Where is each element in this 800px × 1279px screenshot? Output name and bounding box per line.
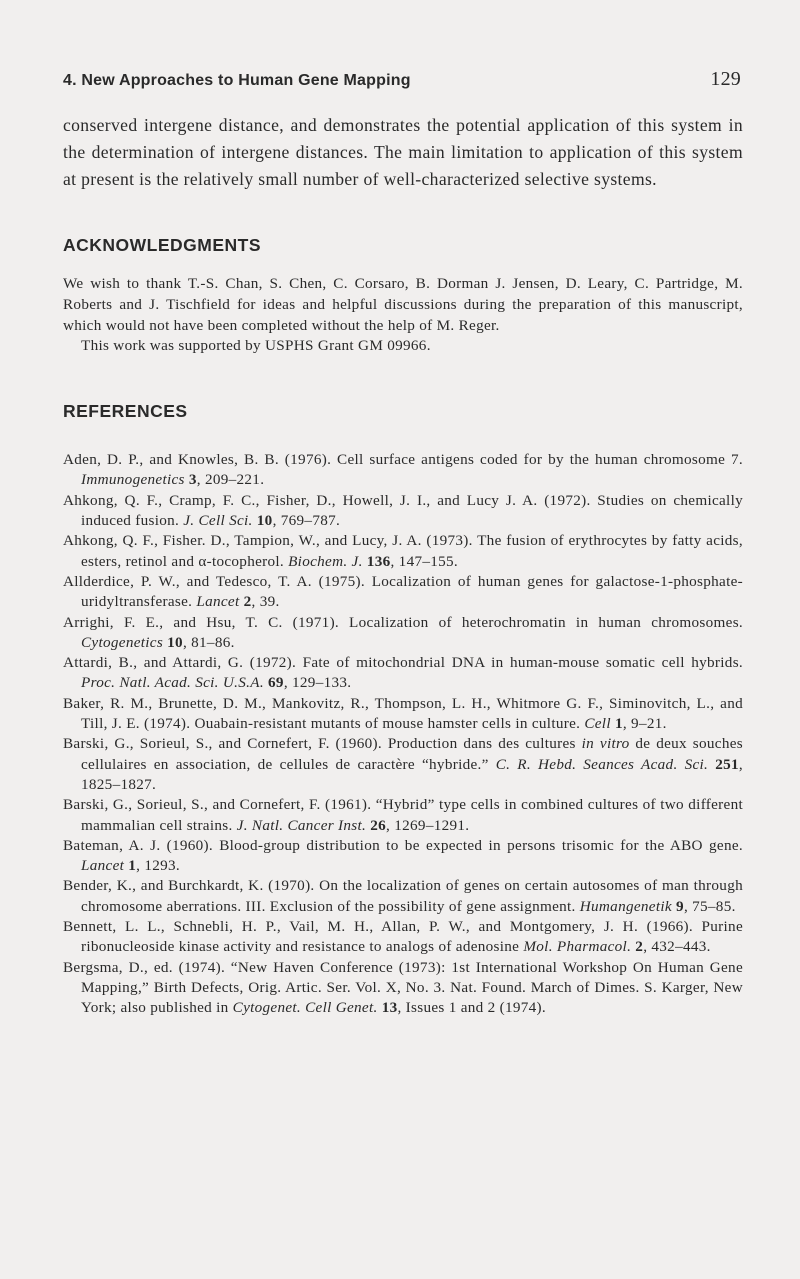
reference-pages: , 147–155. (390, 552, 459, 570)
reference-entry (63, 876, 743, 917)
reference-pages: , 9–21. (622, 715, 667, 733)
reference-volume: 26 (370, 816, 387, 834)
reference-journal: Cytogenet. Cell Genet. (232, 999, 378, 1017)
reference-entry (63, 531, 743, 572)
reference-volume: 2 (243, 593, 252, 611)
reference-entry (63, 958, 743, 1019)
reference-pages: , 1269–1291. (386, 816, 470, 834)
reference-journal: Humangenetik (579, 897, 672, 915)
reference-pages: , 769–787. (272, 512, 341, 530)
reference-entry (63, 836, 743, 877)
reference-entry (63, 734, 743, 795)
reference-volume: 1 (614, 715, 623, 733)
reference-text: Aden, D. P., and Knowles, B. B. (1976). Cell surface antigens coded for by the human chromosome 7. (63, 451, 743, 469)
reference-journal: J. Cell Sci. (183, 512, 253, 530)
acknowledgments-paragraph: We wish to thank T.-S. Chan, S. Chen, C. Corsaro, B. Dorman J. Jensen, D. Leary, C. Partridge, M. Roberts and J. Tischfield for ideas and helpful discussions during the preparation of this manuscript, which would not have been completed without the help of M. Reger. (63, 275, 743, 334)
reference-entry (63, 572, 743, 613)
reference-entry (63, 491, 743, 532)
reference-text: Allderdice, P. W., and Tedesco, T. A. (1975). Localization of human genes for galactose-1-phosphate-uridyltransferase. (63, 572, 743, 611)
document-page (63, 68, 743, 1019)
reference-volume: 251 (715, 755, 739, 773)
reference-journal: Immunogenetics (81, 471, 185, 489)
reference-volume: 13 (381, 999, 398, 1017)
reference-text: Bennett, L. L., Schnebli, H. P., Vail, M. H., Allan, P. W., and Montgomery, J. H. (1966). Purine ribonucleoside kinase activity and resistance to analogs of adenosine (63, 918, 743, 956)
reference-italic-text: in vitro (581, 735, 630, 753)
reference-journal: Proc. Natl. Acad. Sci. U.S.A. (81, 674, 264, 692)
reference-text: Arrighi, F. E., and Hsu, T. C. (1971). Localization of heterochromatin in human chromosomes. (63, 613, 743, 631)
reference-text: Bateman, A. J. (1960). Blood-group distribution to be expected in persons trisomic for the ABO gene. (63, 836, 743, 854)
reference-volume: 3 (188, 471, 197, 489)
reference-volume: 136 (366, 552, 391, 570)
reference-pages: , 75–85. (683, 897, 736, 915)
reference-text: Barski, G., Sorieul, S., and Cornefert, F. (1960). Production dans des cultures (63, 735, 582, 753)
reference-pages: , 432–443. (643, 938, 711, 956)
reference-journal: Cytogenetics (81, 633, 164, 651)
reference-entry (63, 613, 743, 654)
reference-journal: Mol. Pharmacol. (523, 938, 632, 956)
reference-volume: 2 (635, 938, 644, 956)
reference-text: Ahkong, Q. F., Cramp, F. C., Fisher, D., Howell, J. I., and Lucy J. A. (1972). Studies on chemically induced fusion. (63, 491, 743, 530)
acknowledgments-section (63, 274, 743, 357)
references-list (63, 450, 743, 1018)
reference-journal: C. R. Hebd. Seances Acad. Sci. (495, 755, 709, 773)
acknowledgments-heading: ACKNOWLEDGMENTS (63, 235, 262, 255)
reference-entry (63, 694, 743, 735)
reference-volume: 1 (128, 857, 137, 875)
reference-entry (63, 450, 743, 491)
reference-pages: , 1293. (136, 857, 181, 875)
reference-journal: Lancet (81, 857, 125, 875)
reference-entry (63, 917, 743, 958)
reference-pages: , 39. (251, 593, 280, 611)
reference-volume: 9 (676, 897, 684, 915)
acknowledgments-paragraph: This work was supported by USPHS Grant GM 09966. (81, 337, 431, 355)
reference-journal: Biochem. J. (288, 552, 363, 570)
reference-entry (63, 795, 743, 836)
intro-paragraph: conserved intergene distance, and demonstrates the potential application of this system in the determination of intergene distances. The main limitation to application of this system at present is the relatively small number of well-characterized selective systems. (63, 115, 743, 189)
reference-text: Attardi, B., and Attardi, G. (1972). Fate of mitochondrial DNA in human-mouse somatic cell hybrids. (63, 654, 743, 672)
reference-pages: , 129–133. (283, 674, 352, 692)
reference-journal: J. Natl. Cancer Inst. (236, 816, 367, 834)
reference-text: de deux souches cellulaires en association, de cellules de caractère “hybride.” (81, 735, 743, 773)
reference-pages: , 1825–1827. (81, 755, 744, 793)
reference-volume: 69 (268, 674, 284, 692)
reference-volume: 10 (167, 633, 183, 651)
reference-pages: , Issues 1 and 2 (1974). (397, 999, 546, 1017)
reference-pages: , 81–86. (182, 633, 235, 651)
reference-text: Ahkong, Q. F., Fisher. D., Tampion, W., and Lucy, J. A. (1973). The fusion of erythrocytes by fatty acids, esters, retinol and α-tocopherol. (63, 532, 743, 570)
running-title: 4. New Approaches to Human Gene Mapping (63, 72, 411, 89)
reference-journal: Lancet (196, 593, 240, 611)
reference-text: Baker, R. M., Brunette, D. M., Mankovitz, R., Thompson, L. H., Whitmore G. F., Siminovitch, L., and Till, J. E. (1974). Ouabain-resistant mutants of mouse hamster cells in culture. (63, 694, 743, 733)
reference-volume: 10 (256, 512, 273, 530)
reference-entry (63, 653, 743, 694)
reference-text: Barski, G., Sorieul, S., and Cornefert, F. (1961). “Hybrid” type cells in combined cultures of two different mammalian cell strains. (63, 796, 743, 834)
running-header (63, 68, 743, 91)
reference-text: Bender, K., and Burchkardt, K. (1970). On the localization of genes on certain autosomes of man through chromosome aberrations. III. Exclusion of the possibility of gene assignment. (63, 877, 743, 915)
reference-text: Bergsma, D., ed. (1974). “New Haven Conference (1973): 1st International Workshop On Human Gene Mapping,” Birth Defects, Orig. Artic. Ser. Vol. X, No. 3. Nat. Found. March of Dimes. S. Karger, New York; also published in (63, 958, 743, 1017)
reference-journal: Cell (584, 715, 611, 733)
references-heading: REFERENCES (63, 401, 188, 422)
reference-pages: , 209–221. (196, 471, 265, 489)
page-number: 129 (710, 68, 741, 90)
